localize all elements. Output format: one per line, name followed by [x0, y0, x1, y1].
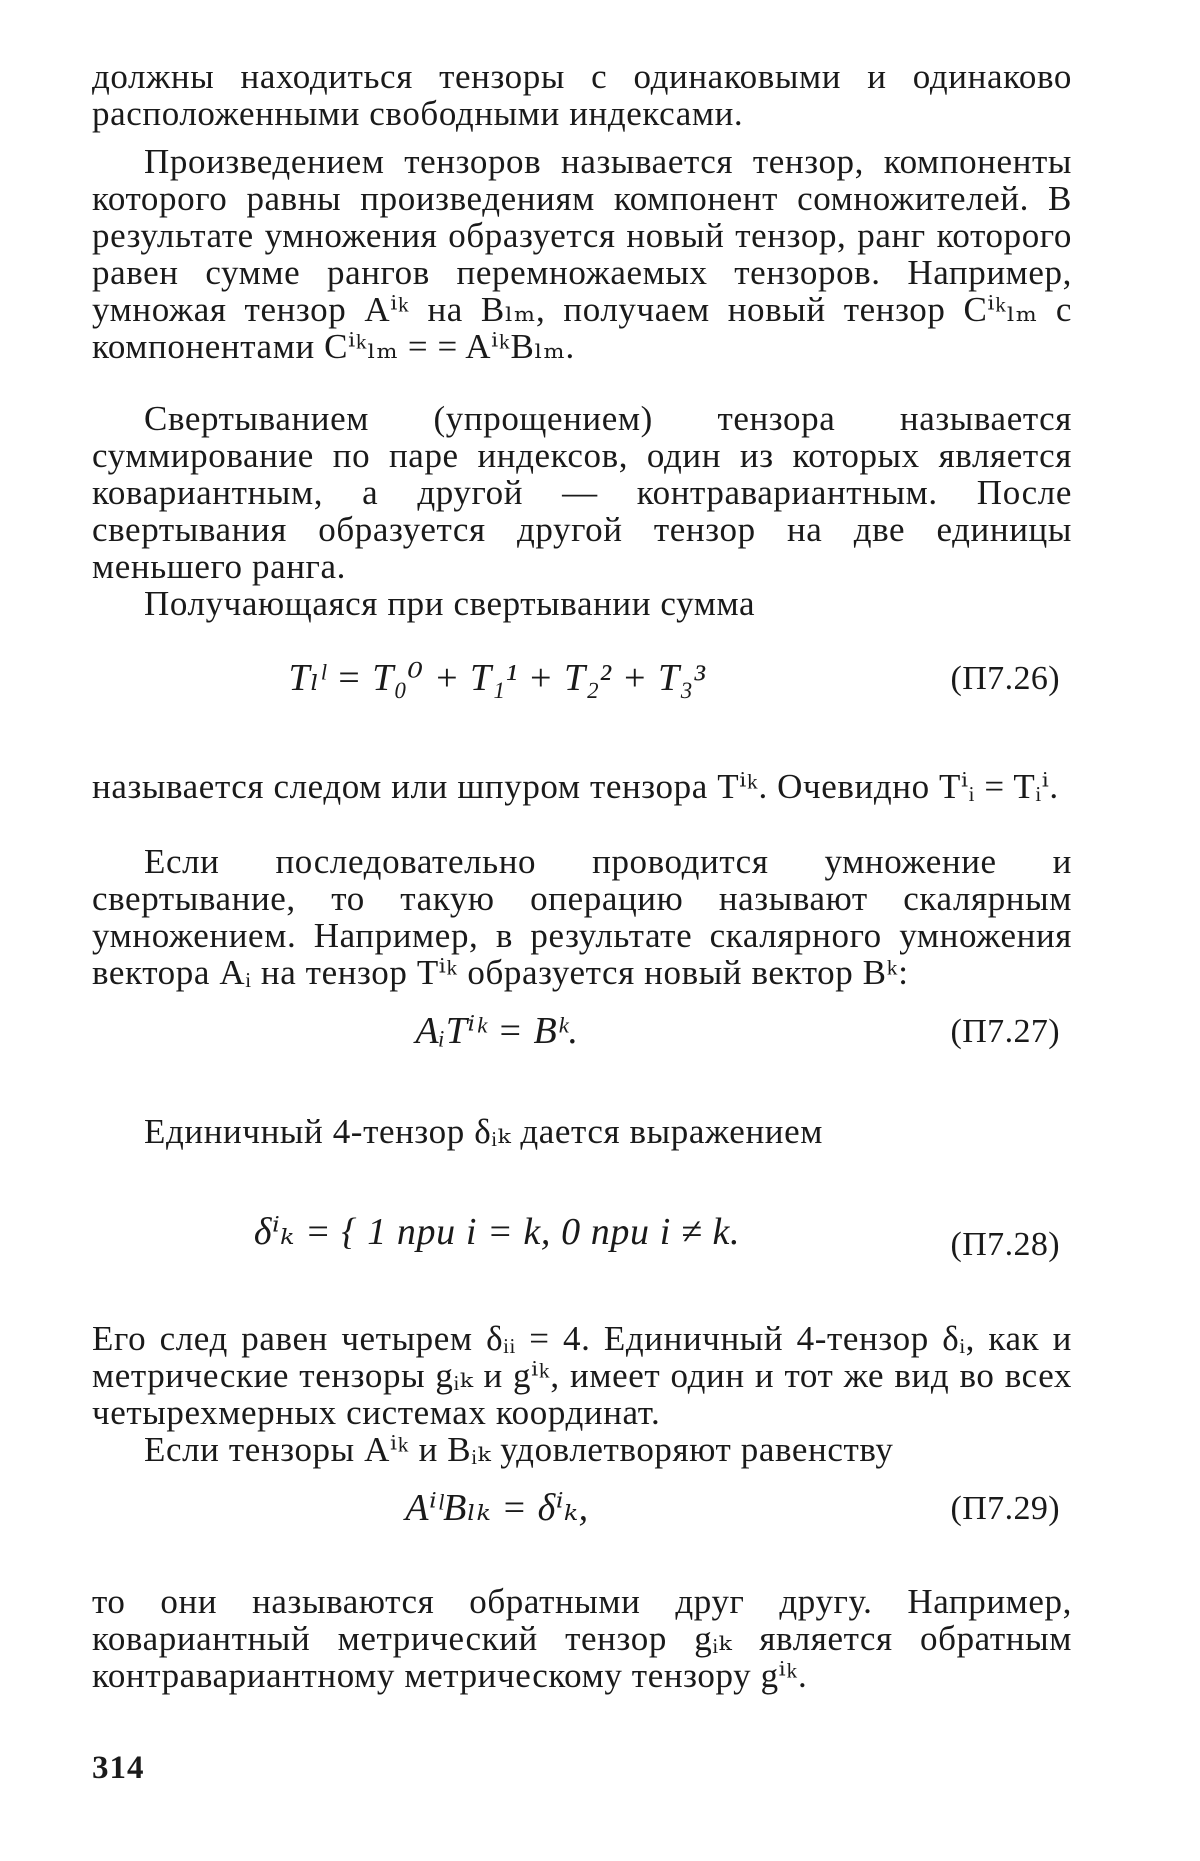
equation-number: (П7.28) [950, 1226, 1060, 1263]
equation-formula: AⁱˡBₗₖ = δⁱₖ, [405, 1487, 589, 1529]
paragraph-tensor-product [92, 143, 1072, 365]
paragraph-text: должны находиться тензоры с одинаковыми и одинаково расположенными свободными индексами. [92, 57, 1072, 133]
equation-number: (П7.26) [950, 660, 1060, 697]
paragraph-text: Свертыванием (упрощением) тензора называется суммирование по паре индексов, один из которых является ковариантным, а другой — контравариантным. После свертывания образуется другой тензор на две единицы меньшего ранга. [92, 399, 1072, 586]
paragraph-contraction [92, 400, 1072, 622]
equation-formula: Tₗˡ = T₀⁰ + T₁¹ + T₂² + T₃³ [288, 657, 706, 699]
paragraph-unit-tensor [92, 1113, 1072, 1150]
equation-formula: δⁱₖ = { 1 при i = k, 0 при i ≠ k. [253, 1211, 741, 1253]
equation-number: (П7.27) [950, 1013, 1060, 1050]
paragraph-text: Единичный 4-тензор δᵢₖ дается выражением [144, 1112, 823, 1151]
paragraph-unit-tensor-trace [92, 1320, 1072, 1468]
equation-p7-29 [92, 1487, 1072, 1550]
page-number: 314 [92, 1750, 145, 1786]
paragraph-inverse-tensors [92, 1583, 1072, 1694]
equation-p7-28 [92, 1190, 1072, 1300]
paragraph-text: Его след равен четырем δᵢᵢ = 4. Единичный 4-тензор δᵢ, как и метрические тензоры gᵢₖ и gⁱᵏ, имеет один и тот же вид во всех четырехмерных системах координат. [92, 1319, 1072, 1432]
paragraph-text: Если тензоры Aⁱᵏ и Bᵢₖ удовлетворяют равенству [144, 1430, 894, 1469]
equation-p7-27 [92, 1010, 1072, 1073]
paragraph-trace [92, 768, 1072, 805]
equation-formula: AᵢTⁱᵏ = Bᵏ. [415, 1010, 579, 1052]
paragraph-text: Произведением тензоров называется тензор, компоненты которого равны произведениям компонент сомножителей. В результате умножения образуется новый тензор, ранг которого равен сумме рангов перемножаемых тензоров. Например, умножая тензор Aⁱᵏ на Bₗₘ, получаем новый тензор Cⁱᵏₗₘ с компонентами Cⁱᵏₗₘ = = AⁱᵏBₗₘ. [92, 142, 1072, 366]
paragraph-continuation [92, 58, 1072, 132]
paragraph-text: называется следом или шпуром тензора Tⁱᵏ. Очевидно Tⁱᵢ = Tᵢⁱ. [92, 767, 1059, 806]
equation-p7-26 [92, 657, 1072, 720]
paragraph-scalar-product [92, 843, 1072, 991]
paragraph-text: Получающаяся при свертывании сумма [144, 584, 756, 623]
paragraph-text: то они называются обратными друг другу. Например, ковариантный метрический тензор gᵢₖ является обратным контравариантному метрическому тензору gⁱᵏ. [92, 1582, 1072, 1695]
paragraph-text: Если последовательно проводится умножение и свертывание, то такую операцию называют скалярным умножением. Например, в результате скалярного умножения вектора Aᵢ на тензор Tⁱᵏ образуется новый вектор Bᵏ: [92, 842, 1072, 992]
equation-number: (П7.29) [950, 1490, 1060, 1527]
